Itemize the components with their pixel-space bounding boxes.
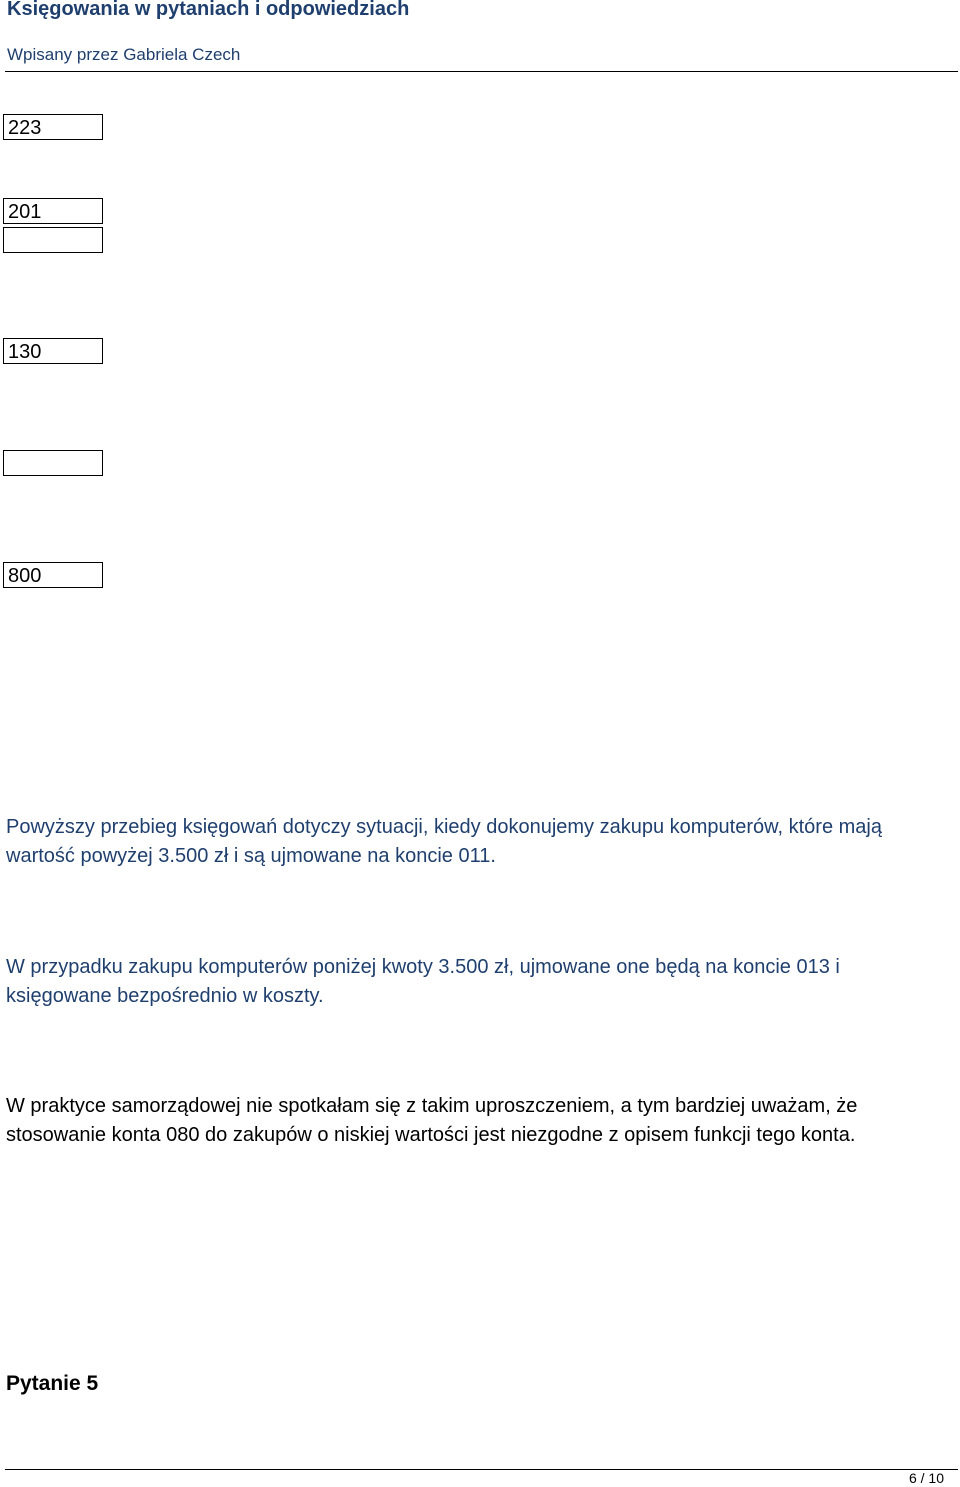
section-heading: Pytanie 5 <box>6 1372 99 1395</box>
header-divider <box>5 71 958 72</box>
paragraph: Powyższy przebieg księgowań dotyczy sytuacji, kiedy dokonujemy zakupu komputerów, które mają wartość powyżej 3.500 zł i są ujmowane na koncie 011. <box>6 816 882 867</box>
paragraph: W przypadku zakupu komputerów poniżej kwoty 3.500 zł, ujmowane one będą na koncie 013 i księgowane bezpośrednio w koszty. <box>6 956 840 1007</box>
table-cell: 201 <box>3 198 103 224</box>
page-number: 6 / 10 <box>908 1470 944 1486</box>
table-cell <box>3 227 103 253</box>
table-cell: 223 <box>3 114 103 140</box>
document-title: Księgowania w pytaniach i odpowiedziach <box>7 0 410 20</box>
author-line: Wpisany przez Gabriela Czech <box>7 45 241 64</box>
footer-divider <box>5 1469 958 1470</box>
table-cell: 130 <box>3 338 103 364</box>
table-cell: 800 <box>3 562 103 588</box>
table-cell <box>3 450 103 476</box>
paragraph: W praktyce samorządowej nie spotkałam się z takim uproszczeniem, a tym bardziej uważam, że stosowanie konta 080 do zakupów o niskiej wartości jest niezgodne z opisem funkcji tego konta. <box>6 1095 858 1146</box>
